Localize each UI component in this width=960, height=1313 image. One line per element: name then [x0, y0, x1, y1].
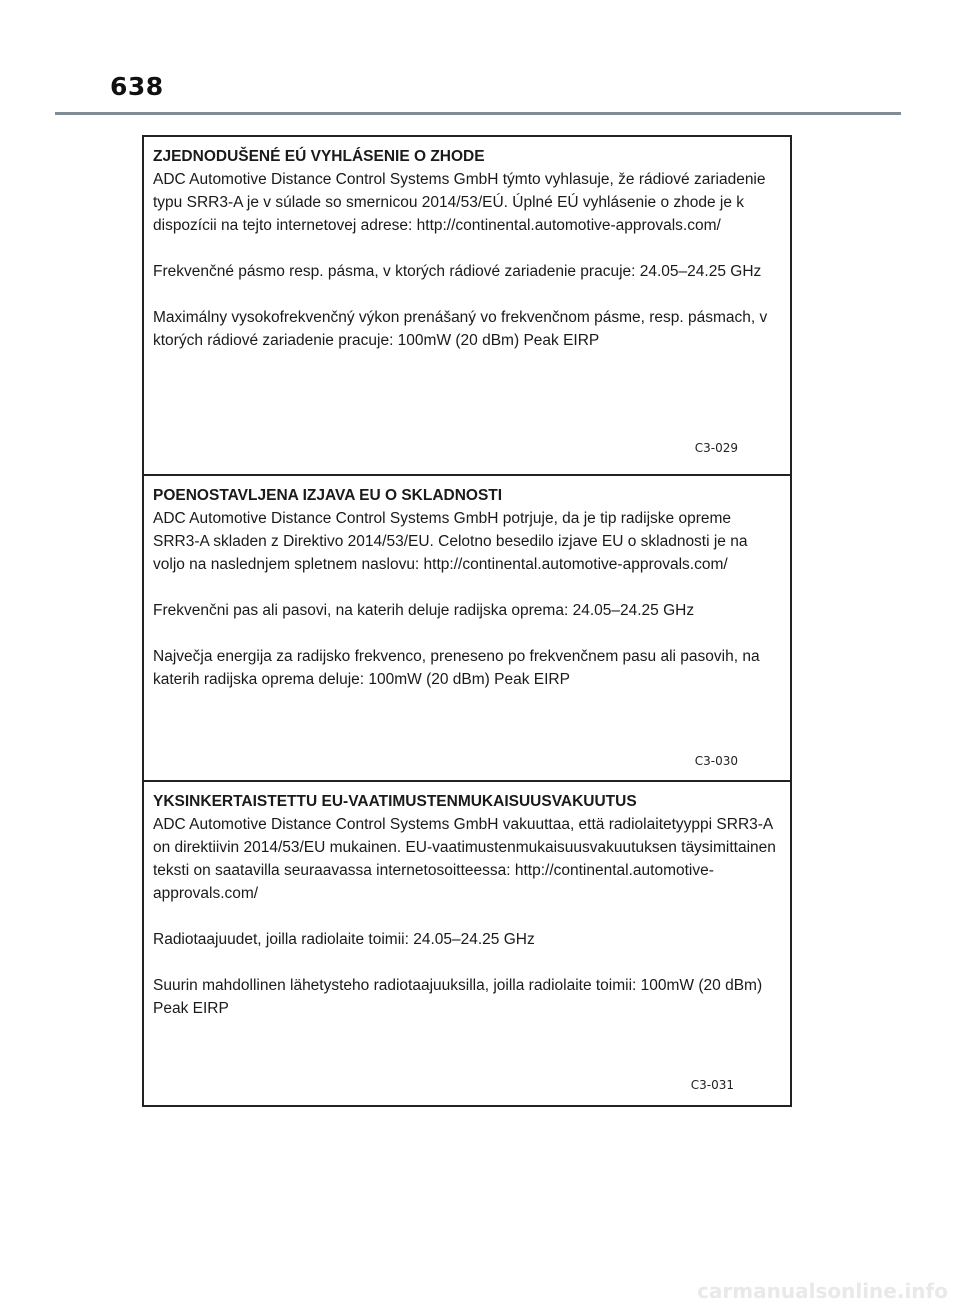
section-title: POENOSTAVLJENA IZJAVA EU O SKLADNOSTI [153, 487, 503, 504]
section-title: YKSINKERTAISTETTU EU-VAATIMUSTENMUKAISUUSVAKUUTUS [153, 793, 637, 810]
declaration-section-finnish [144, 780, 790, 1105]
power-paragraph: Največja energija za radijsko frekvenco, preneseno po frekvenčnem pasu ali pasovih, na katerih radijska oprema deluje: 100mW (20 dBm) Peak EIRP [153, 648, 760, 688]
declaration-section-slovak [144, 137, 790, 474]
power-paragraph: Maximálny vysokofrekvenčný výkon prenášaný vo frekvenčnom pásme, resp. pásmach, v ktorých rádiové zariadenie pracuje: 100mW (20 dBm) Peak EIRP [153, 309, 768, 349]
frequency-paragraph: Radiotaajuudet, joilla radiolaite toimii: 24.05–24.25 GHz [153, 931, 535, 948]
declaration-table [142, 135, 792, 1107]
watermark: carmanualsonline.info [697, 1279, 948, 1303]
section-code: C3-030 [694, 754, 738, 768]
declaration-paragraph: ADC Automotive Distance Control Systems GmbH potrjuje, da je tip radijske opreme SRR3-A skladen z Direktivo 2014/53/EU. Celotno besedilo izjave EU o skladnosti je na voljo na naslednjem spletnem naslovu: http://continental.automotive-approvals.com/ [153, 510, 748, 573]
declaration-section-slovenian [144, 474, 790, 780]
page-number: 638 [110, 72, 164, 101]
frequency-paragraph: Frekvenčné pásmo resp. pásma, v ktorých rádiové zariadenie pracuje: 24.05–24.25 GHz [153, 263, 762, 280]
declaration-paragraph: ADC Automotive Distance Control Systems GmbH týmto vyhlasuje, že rádiové zariadenie typu SRR3-A je v súlade so smernicou 2014/53/EÚ. Úplné EÚ vyhlásenie o zhode je k dispozícii na tejto internetovej adrese: http://continental.automotive-approvals.com/ [153, 171, 766, 234]
section-code: C3-031 [690, 1078, 734, 1092]
declaration-paragraph: ADC Automotive Distance Control Systems GmbH vakuuttaa, että radiolaitetyyppi SRR3-A on direktiivin 2014/53/EU mukainen. EU-vaatimustenmukaisuusvakuutuksen täysimittainen teksti on saatavilla seuraavassa internetosoitteessa: http://continental.automotive-approvals.com/ [153, 816, 776, 902]
section-title: ZJEDNODUŠENÉ EÚ VYHLÁSENIE O ZHODE [153, 148, 485, 165]
power-paragraph: Suurin mahdollinen lähetysteho radiotaajuuksilla, joilla radiolaite toimii: 100mW (20 dBm) Peak EIRP [153, 977, 763, 1017]
frequency-paragraph: Frekvenčni pas ali pasovi, na katerih deluje radijska oprema: 24.05–24.25 GHz [153, 602, 695, 619]
header-rule [55, 112, 901, 115]
section-code: C3-029 [694, 441, 738, 455]
